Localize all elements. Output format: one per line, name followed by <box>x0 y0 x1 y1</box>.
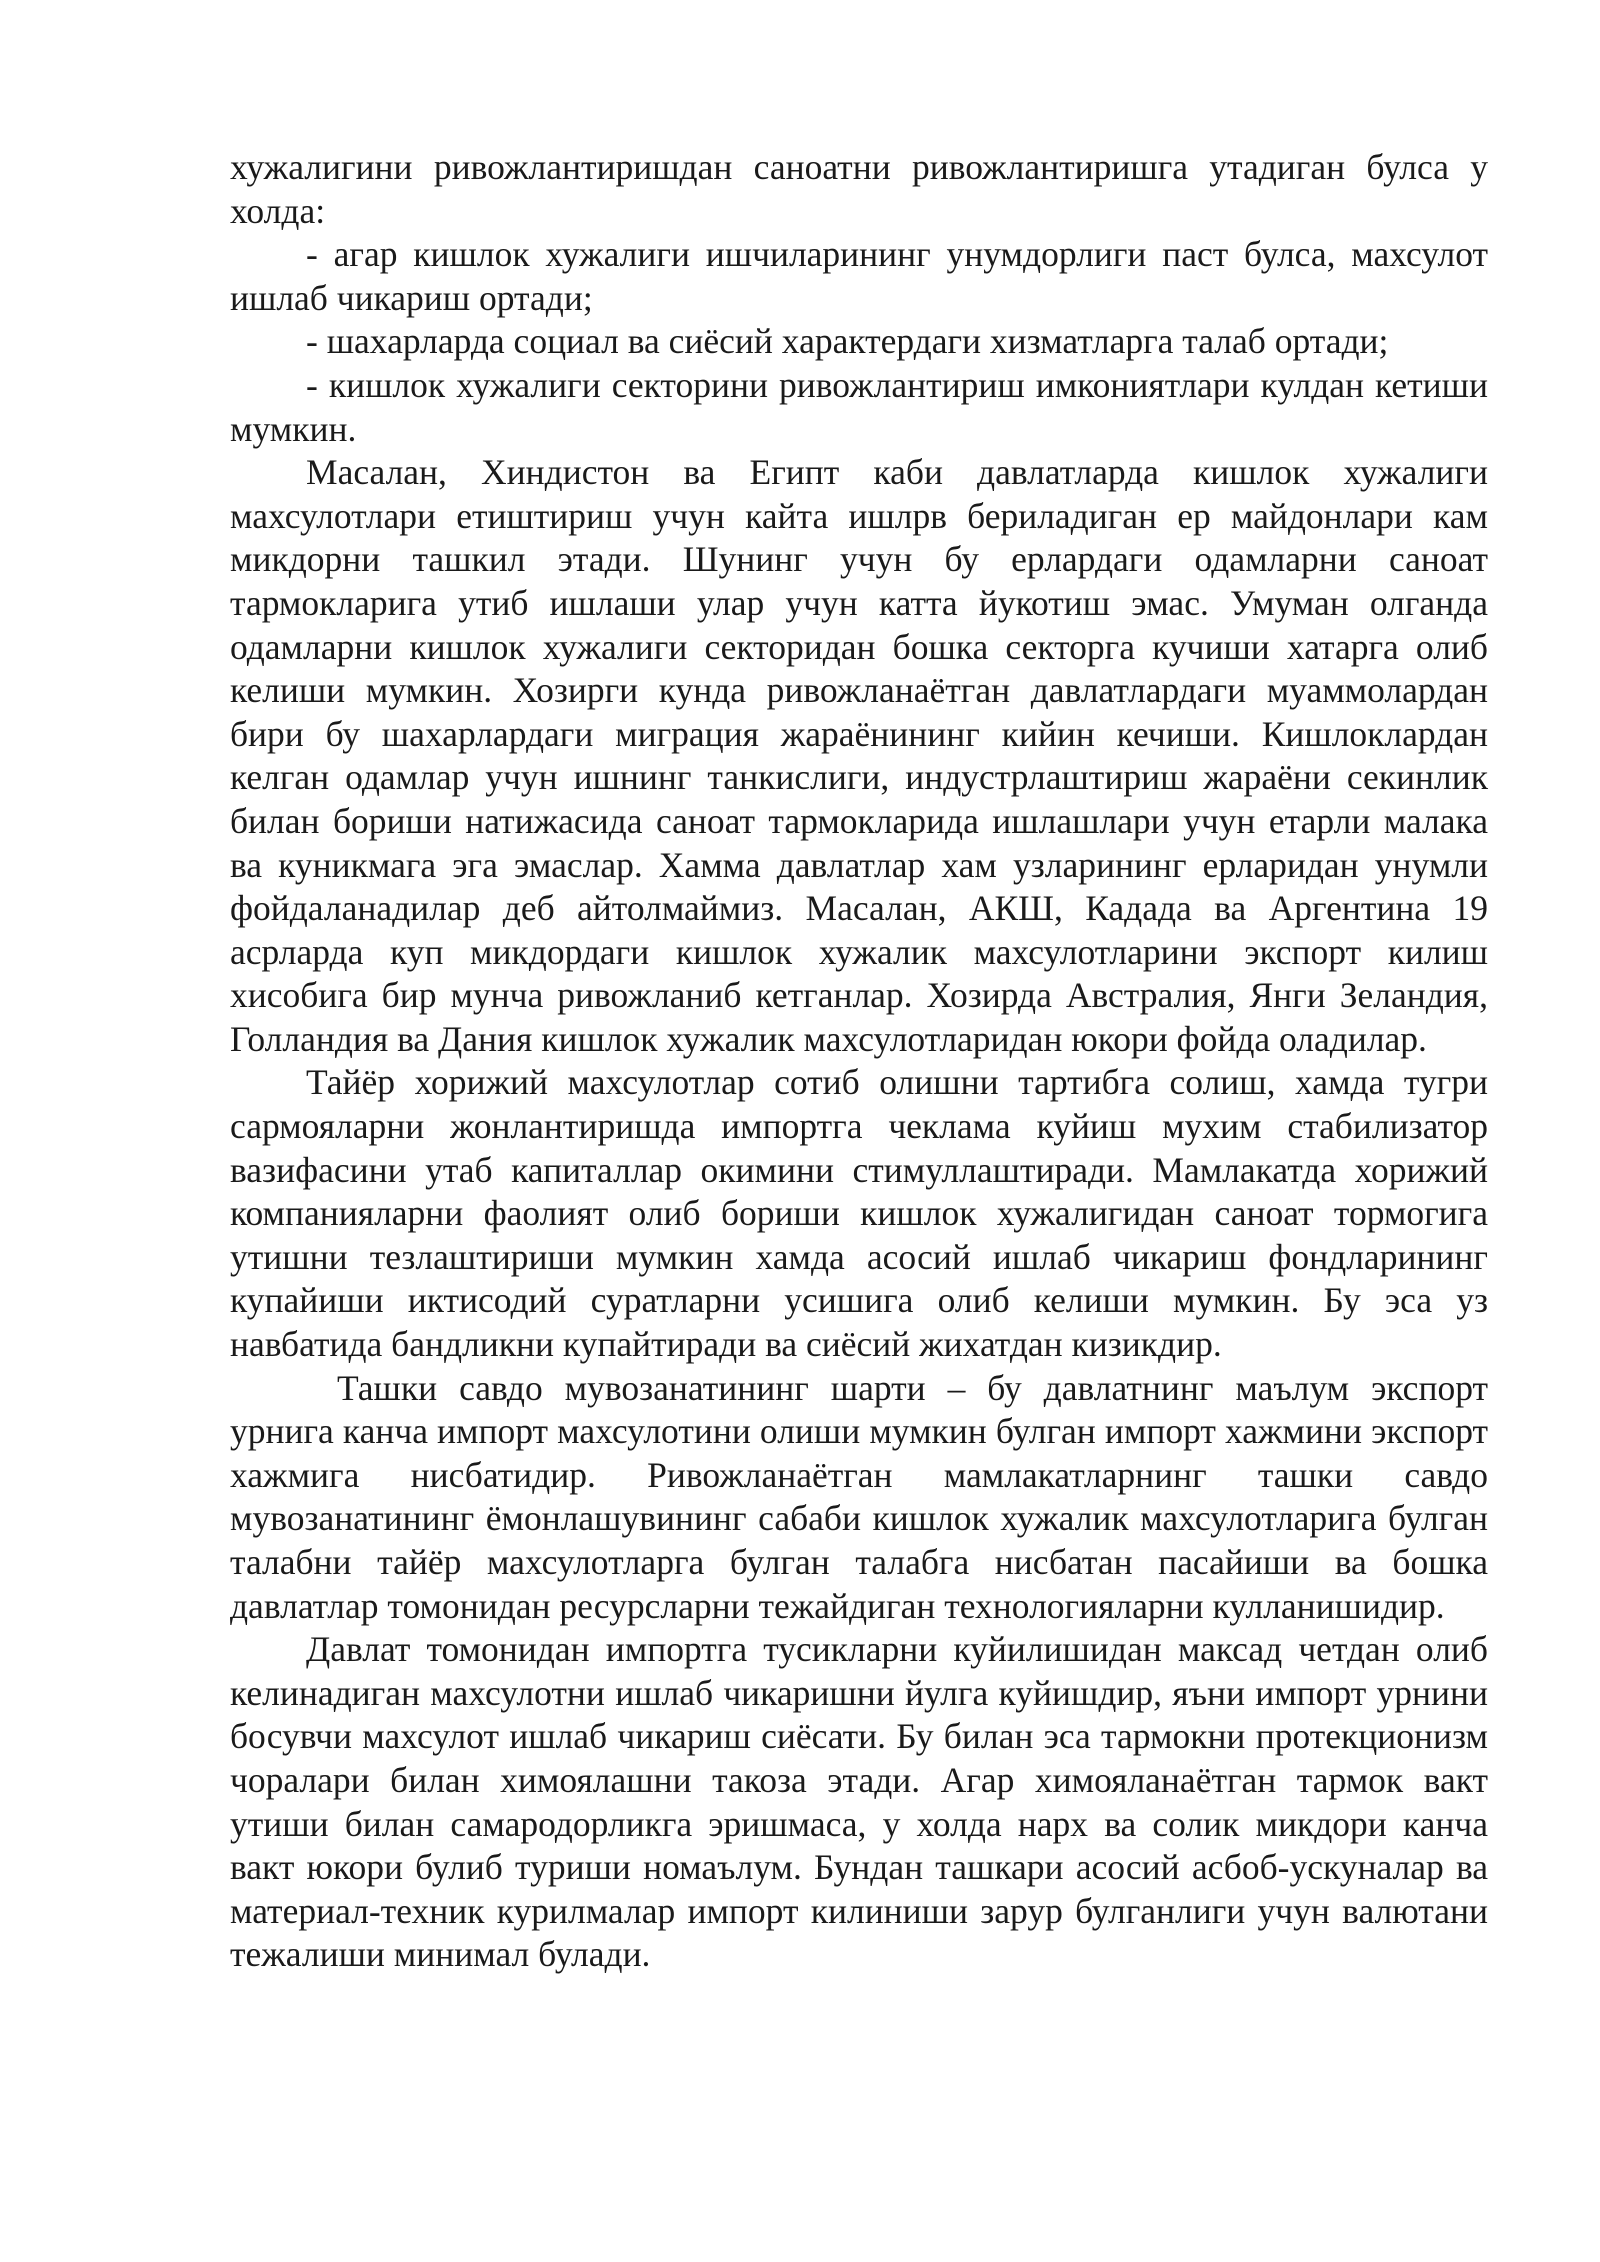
list-item-urban-demand: - шахарларда социал ва сиёсий характердаги хизматларга талаб ортади; <box>306 321 1389 362</box>
paragraph-trade-balance: Ташки савдо мувозанатининг шарти – бу давлатнинг маълум экспорт урнига канча импорт махсулотини олиши мумкин булган импорт хажмини экспорт хажмига нисбатидир. Ривожланаётган мамлакатларнинг ташки савдо мувозанатининг ёмонлашувининг сабаби кишлок хужалик махсулотларига булган талабни тайёр махсулотларга булган талабга нисбатан пасайиши ва бошка давлатлар томонидан ресурсларни тежайдиган технологияларни кулланишидир. <box>230 1367 1488 1626</box>
paragraph-examples: Масалан, Хиндистон ва Египт каби давлатларда кишлок хужалиги махсулотлари етиштириш учун кайта ишлрв бериладиган ер майдонлари кам микдорни ташкил этади. Шунинг учун бу ерлардаги одамларни саноат тармокларига утиб ишлаши улар учун катта йукотиш эмас. Умуман олганда одамларни кишлок хужалиги секторидан бошка секторга кучиши хатарга олиб келиши мумкин. Хозирги кунда ривожланаётган давлатлардаги муаммолардан бири бу шахарлардаги миграция жараёнининг кийин кечиши. Кишлоклардан келган одамлар учун ишнинг танкислиги, индустрлаштириш жараёни секинлик билан бориши натижасида саноат тармокларида ишлашлари учун етарли малака ва куникмага эга эмаслар. Хамма давлатлар хам узларининг ерларидан унумли фойдаланадилар деб айтолмаймиз. Масалан, АКШ, Кадада ва Аргентина 19 асрларда куп микдордаги кишлок хужалик махсулотларини экспорт килиш хисобига бир мунча ривожланиб кетганлар. Хозирда Австралия, Янги Зеландия, Голландия ва Дания кишлок хужалик махсулотларидан юкори фойда оладилар. <box>230 452 1488 1059</box>
document-body <box>230 146 1488 1977</box>
paragraph-continuation: хужалигини ривожлантиришдан саноатни ривожлантиришга утадиган булса у холда: <box>230 147 1488 231</box>
list-item-agriculture-loss: - кишлок хужалиги секторини ривожлантириш имкониятлари кулдан кетиши мумкин. <box>230 364 1488 449</box>
list-item-productivity: - агар кишлок хужалиги ишчиларининг унумдорлиги паст булса, махсулот ишлаб чикариш ортади; <box>230 234 1488 318</box>
paragraph-import-barriers: Давлат томонидан импортга тусикларни куйилишидан максад четдан олиб келинадиган махсулотни ишлаб чикаришни йулга куйишдир, яъни импорт урнини босувчи махсулот ишлаб чикариш сиёсати. Бу билан эса тармокни протекционизм чоралари билан химоялашни такоза этади. Агар химояланаётган тармок вакт утиши билан самародорликга эришмаса, у холда нарх ва солик микдори канча вакт юкори булиб туриши номаълум. Бундан ташкари асосий асбоб-ускуналар ва материал-техник курилмалар импорт килиниши зарур булганлиги учун валютани тежалиши минимал булади. <box>230 1629 1488 1975</box>
paragraph-foreign-goods: Тайёр хорижий махсулотлар сотиб олишни тартибга солиш, хамда тугри сармояларни жонлантиришда импортга чеклама куйиш мухим стабилизатор вазифасини утаб капиталлар окимини стимуллаштиради. Мамлакатда хорижий компанияларни фаолият олиб бориши кишлок хужалигидан саноат тормогига утишни тезлаштириши мумкин хамда асосий ишлаб чикариш фондларининг купайиши иктисодий суратларни усишига олиб келиши мумкин. Бу эса уз навбатида бандликни купайтиради ва сиёсий жихатдан кизикдир. <box>230 1062 1488 1365</box>
